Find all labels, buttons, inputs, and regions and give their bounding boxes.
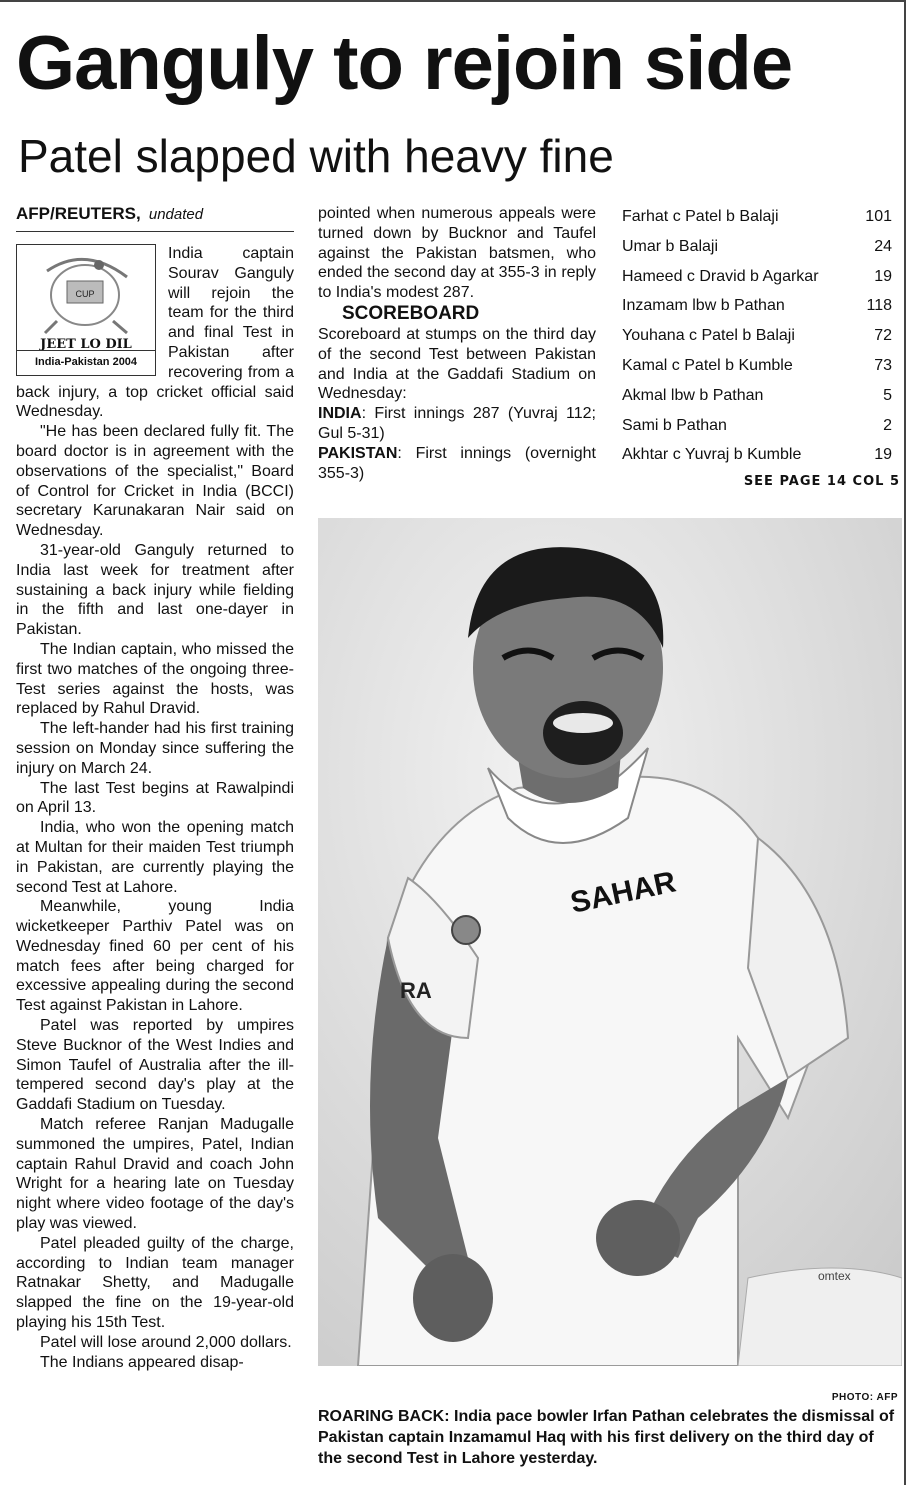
headline: Ganguly to rejoin side <box>16 21 793 106</box>
article-paragraph: 31-year-old Ganguly returned to India last week for treatment after sustaining a back injury while fielding in the fifth and last one-dayer in Pakistan. <box>16 541 294 639</box>
batsman: Akmal lbw b Pathan <box>622 386 764 404</box>
article-paragraph: The Indian captain, who missed the first two matches of the ongoing three-Test series against the hosts, was replaced by Rahul Dravid. <box>16 640 294 718</box>
runs: 73 <box>874 356 892 374</box>
batsman: Youhana c Patel b Balaji <box>622 327 795 345</box>
score-row <box>622 411 892 441</box>
article-paragraph: The Indians appeared disap- <box>40 1353 244 1371</box>
article-paragraph: Patel pleaded guilty of the charge, according to Indian team manager Ratnakar Shetty, and Madugalle slapped the fine on the 19-year-old playing his 15th Test. <box>16 1234 294 1332</box>
runs: 19 <box>874 267 892 285</box>
shirt-sponsor-text: SAHAR <box>567 865 679 920</box>
cup-logo-icon <box>27 251 145 335</box>
see-page-link[interactable]: SEE PAGE 14 COL 5 <box>743 474 900 489</box>
cricketer-photo-illustration <box>318 518 902 1366</box>
glove-brand-text: omtex <box>818 1269 851 1283</box>
scoreboard-intro: Scoreboard at stumps on the third day of the second Test between Pakistan and India at the Gaddafi Stadium on Wednesday: <box>318 325 596 403</box>
pakistan-text: : First innings (overnight 355-3) <box>318 444 596 482</box>
photo-credit: PHOTO: AFP <box>831 1392 898 1403</box>
sleeve-text: RA <box>400 978 432 1003</box>
runs: 118 <box>866 297 892 315</box>
byline-rule <box>16 231 294 232</box>
score-row <box>622 202 892 232</box>
india-label: INDIA <box>318 405 362 423</box>
article-paragraph: Patel was reported by umpires Steve Bucknor of the West Indies and Simon Taufel of Australia after the ill-tempered second day's play at the Gaddafi Stadium on Tuesday. <box>16 1017 294 1114</box>
runs: 5 <box>883 386 892 404</box>
article-paragraph: Patel will lose around 2,000 dollars. <box>40 1333 292 1351</box>
runs: 101 <box>865 208 892 225</box>
batsman: Akhtar c Yuvraj b Kumble <box>622 446 802 464</box>
article-paragraph: The last Test begins at Rawalpindi on April 13. <box>16 779 294 817</box>
batsman: Farhat c Patel b Balaji <box>622 208 779 225</box>
score-row <box>622 262 892 292</box>
india-text: : First innings 287 (Yuvraj 112; Gul 5-31) <box>318 405 596 442</box>
runs: 24 <box>874 237 892 255</box>
news-photo <box>318 518 902 1366</box>
byline-agency: AFP/REUTERS, <box>16 204 141 223</box>
score-row <box>622 232 892 262</box>
score-row <box>622 381 892 411</box>
runs: 72 <box>874 327 892 345</box>
score-row <box>622 440 892 470</box>
score-row <box>622 321 892 351</box>
logo-cup-text: CUP <box>75 289 95 299</box>
continuation-paragraph: pointed when numerous appeals were turned down by Bucknor and Taufel against the Pakistan batsmen, who ended the second day at 355-3 in reply to India's modest 287. <box>318 205 596 302</box>
byline-date: undated <box>148 206 204 223</box>
article-paragraph: India captain Sourav Ganguly will rejoin the team for the third and final Test in Pakistan after recovering from a back injury, a top cricket official said Wednesday. <box>16 245 294 421</box>
caption-text: India pace bowler Irfan Pathan celebrates the dismissal of Pakistan captain Inzamamul Haq with his first delivery on the third day of the second Test in Lahore yesterday. <box>318 1408 895 1467</box>
caption-kicker: ROARING BACK: <box>318 1408 450 1425</box>
batsman: Sami b Pathan <box>622 416 727 434</box>
byline <box>16 204 203 224</box>
article-paragraph: "He has been declared fully fit. The board doctor is in agreement with the observations of the specialist," Board of Control for Cricket in India (BCCI) secretary Karunakaran Nair said on Wednesday. <box>16 423 294 540</box>
top-border <box>0 0 906 2</box>
runs: 19 <box>874 446 892 464</box>
logo-brand: JEET LO DIL <box>40 337 132 352</box>
series-logo <box>16 244 156 376</box>
runs: 2 <box>883 416 892 434</box>
india-innings <box>318 404 596 444</box>
score-row <box>622 351 892 381</box>
article-paragraph: India, who won the opening match at Multan for their maiden Test triumph in Pakistan, are currently playing the second Test at Lahore. <box>16 819 294 896</box>
scorecard <box>622 202 892 470</box>
pakistan-innings <box>318 444 596 484</box>
batsman: Inzamam lbw b Pathan <box>622 297 785 315</box>
logo-caption: India-Pakistan 2004 <box>17 350 155 375</box>
photo-caption <box>318 1406 902 1469</box>
article-paragraph: The left-hander had his first training session on Monday since suffering the injury on March 24. <box>16 720 294 777</box>
scoreboard-title: SCOREBOARD <box>342 302 480 324</box>
article-column-1 <box>16 244 294 1372</box>
score-row <box>622 291 892 321</box>
batsman: Hameed c Dravid b Agarkar <box>622 267 819 285</box>
pakistan-label: PAKISTAN <box>318 444 398 462</box>
article-paragraph: Meanwhile, young India wicketkeeper Parthiv Patel was on Wednesday fined 60 per cent of his match fees after being charged for excessive appealing during the second Test against Pakistan in Lahore. <box>16 898 294 1015</box>
batsman: Kamal c Patel b Kumble <box>622 356 793 374</box>
article-column-2 <box>318 204 596 483</box>
batsman: Umar b Balaji <box>622 237 719 255</box>
article-paragraph: Match referee Ranjan Madugalle summoned the umpires, Patel, Indian captain Rahul Dravid and coach John Wright for a hearing late on Tuesday night where video footage of the day's play was viewed. <box>16 1116 294 1233</box>
subhead: Patel slapped with heavy fine <box>18 130 614 182</box>
